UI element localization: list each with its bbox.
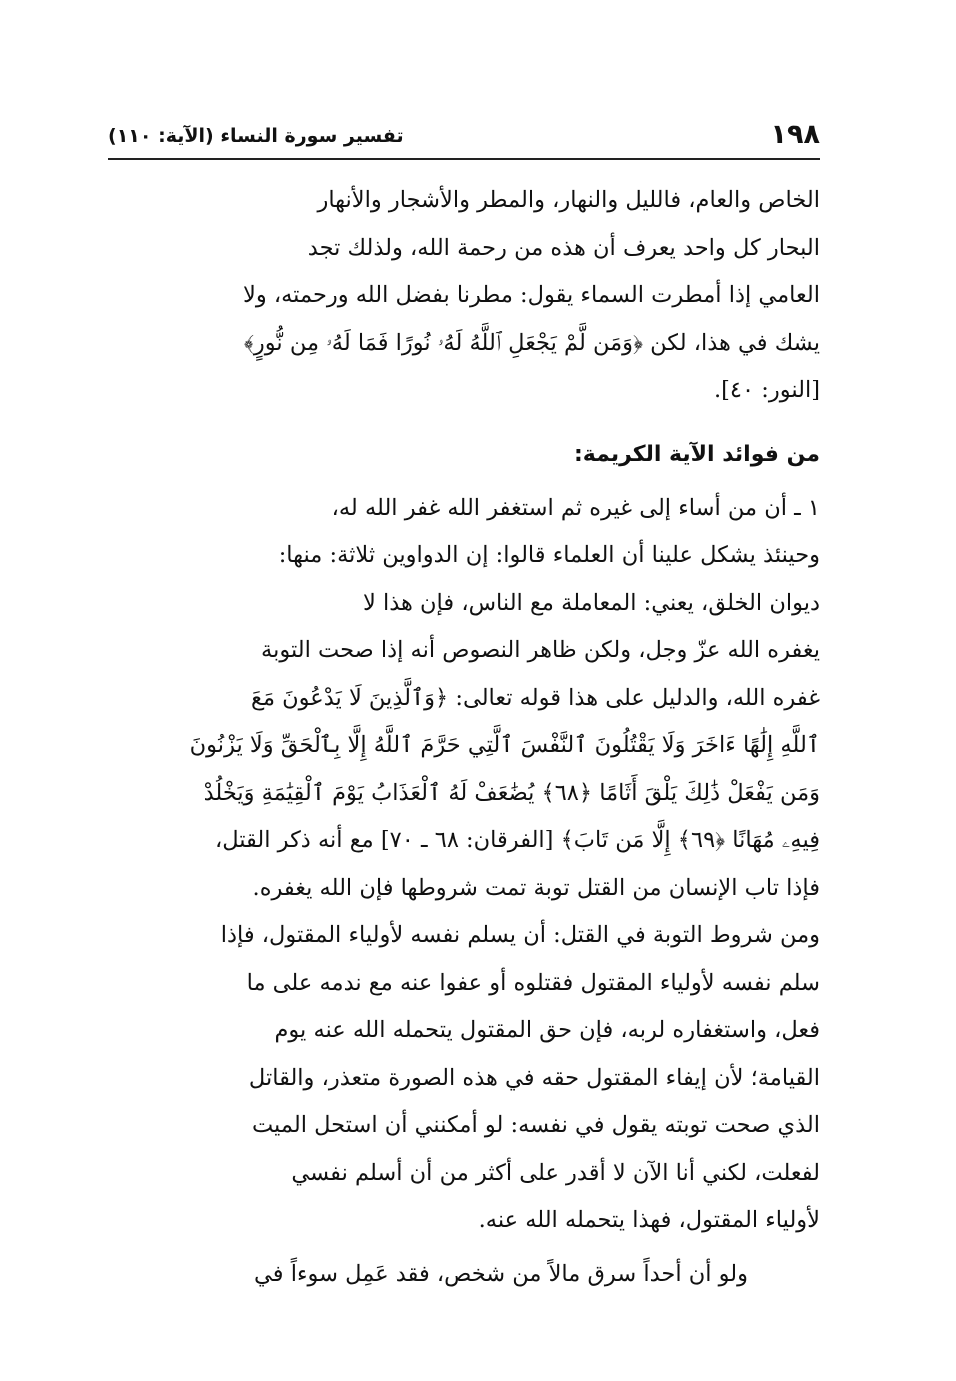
section-heading: من فوائد الآية الكريمة: [573, 441, 820, 467]
paragraph-benefit-1: ١ ـ أن من أساء إلى غيره ثم استغفر الله غفر الله له، وحينئذ يشكل علينا أن العلماء قالوا: إن الدواوين ثلاثة: منها: ديوان الخلق، يعني: المعاملة مع الناس، فإن هذا لا يغفره الله عزّ وجل، ولكن ظاهر النصوص أنه إذا صحت التوبة غفره الله، والدليل على هذا قوله تعالى: ﴿وَٱلَّذِينَ لَا يَدْعُونَ مَعَ ٱللَّهِ إِلَٰهًا ءَاخَرَ وَلَا يَقْتُلُونَ ٱلنَّفْسَ ٱلَّتِي حَرَّمَ ٱللَّهُ إِلَّا بِٱلْحَقِّ وَلَا يَزْنُونَ وَمَن يَفْعَلْ ذَٰلِكَ يَلْقَ أَثَامًا ﴿٦٨﴾ يُضَٰعَفْ لَهُ ٱلْعَذَابُ يَوْمَ ٱلْقِيَٰمَةِ وَيَخْلُدْ فِيهِۦ مُهَانًا ﴿٦٩﴾ إِلَّا مَن تَابَ﴾ [الفرقان: ٦٨ ـ ٧٠] مع أنه ذكر القتل، فإذا تاب الإنسان من القتل توبة تمت شروطها فإن الله يغفره. ومن شروط التوبة في القتل: أن يسلم نفسه لأولياء المقتول، فإذا سلم نفسه لأولياء المقتول فقتلوه أو عفوا عنه مع ندمه على ما فعل، واستغفاره لربه، فإن حق المقتول يتحمله الله عنه يوم القيامة؛ لأن إيفاء المقتول حقه في هذه الصورة متعذر، والقاتل الذي صحت توبته يقول في نفسه: لو أمكنني أن استحل الميت لفعلت، لكني أنا الآن لا أقدر على أكثر من أن أسلم نفسي لأولياء المقتول، فهذا يتحمله الله عنه. [189, 494, 820, 1233]
paragraph-intro: الخاص والعام، فالليل والنهار، والمطر والأشجار والأنهار البحار كل واحد يعرف أن هذه من رحمة الله، ولذلك تجد العامي إذا أمطرت السماء يقول: مطرنا بفضل الله ورحمته، ولا يشك في هذا، لكن ﴿وَمَن لَّمْ يَجْعَلِ ٱللَّهُ لَهُۥ نُورًا فَمَا لَهُۥ مِن نُّورٍ﴾ [النور: ٤٠]. [242, 187, 820, 403]
page-body [108, 177, 820, 1298]
header-divider [108, 158, 820, 160]
paragraph-continued: ولو أن أحداً سرق مالاً من شخص، فقد عَمِل سوءاً في [254, 1260, 748, 1287]
running-title: تفسير سورة النساء (الآية: ١١٠) [108, 125, 404, 147]
page-header [108, 118, 820, 158]
page-number: ١٩٨ [770, 119, 820, 150]
